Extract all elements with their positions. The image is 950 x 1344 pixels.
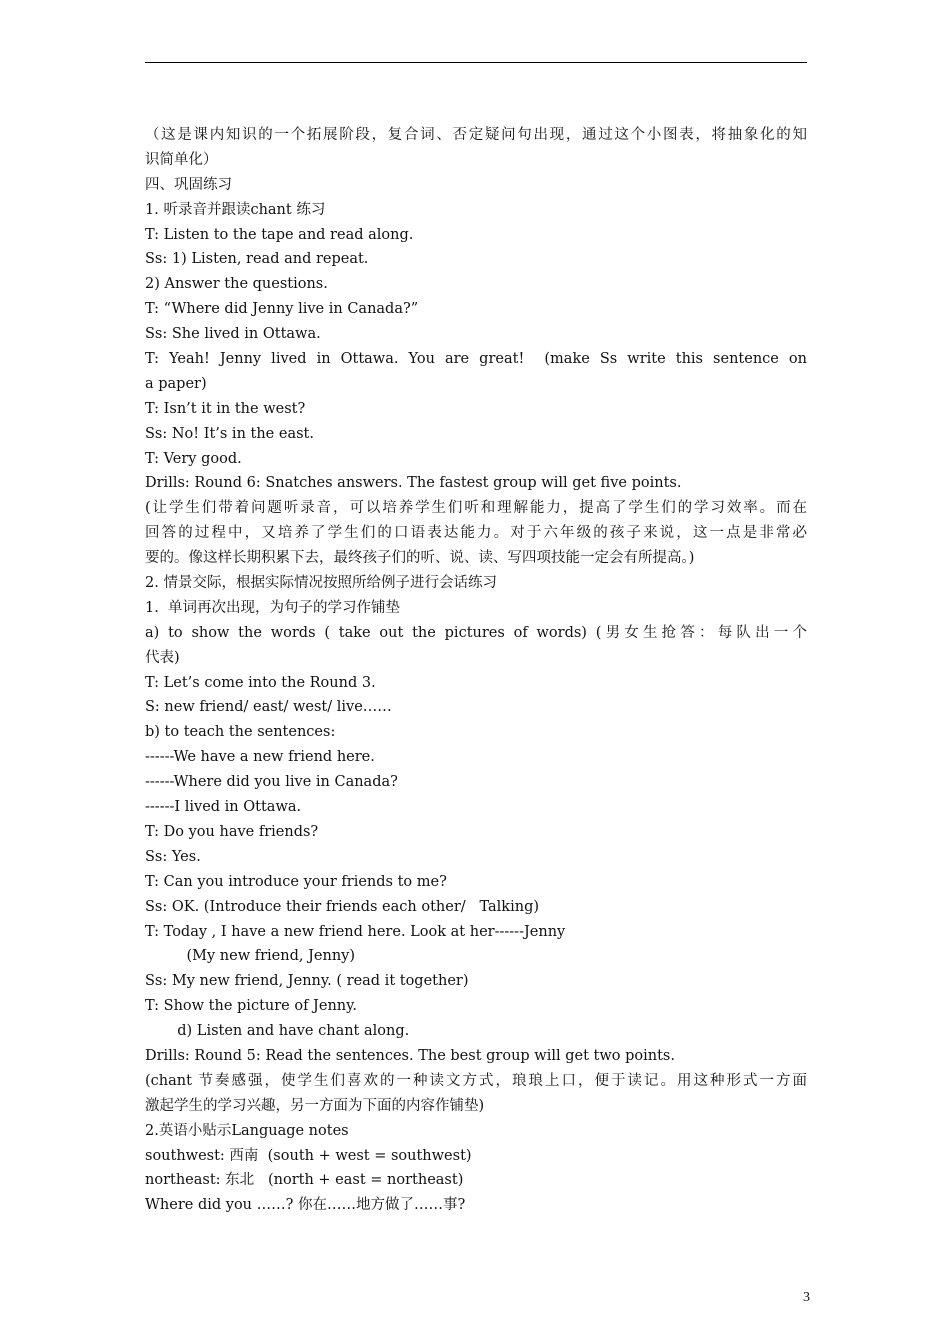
text-line: Ss: OK. (Introduce their friends each other/ Talking) <box>145 898 540 915</box>
text-line: 2. 情景交际，根据实际情况按照所给例子进行会话练习 <box>145 575 497 592</box>
text-line: ------We have a new friend here. <box>145 749 375 766</box>
text-line: southwest: 西南 (south + west = southwest) <box>145 1147 472 1164</box>
text-line: (chant 节奏感强，使学生们喜欢的一种读文方式，琅琅上口，便于读记。用这种形式一方面 <box>145 1072 807 1089</box>
text-line: d) Listen and have chant along. <box>145 1023 410 1040</box>
text-line: Ss: 1) Listen, read and repeat. <box>145 251 369 268</box>
text-line: 1. 听录音并跟读chant 练习 <box>145 201 326 218</box>
text-line: Ss: My new friend, Jenny. ( read it together) <box>145 973 469 990</box>
text-line: Drills: Round 5: Read the sentences. The best group will get two points. <box>145 1047 675 1064</box>
text-line: Ss: She lived in Ottawa. <box>145 326 321 343</box>
header-rule <box>145 62 807 63</box>
text-line: （这是课内知识的一个拓展阶段，复合词、否定疑问句出现，通过这个小图表，将抽象化的知 <box>145 127 807 143</box>
text-line: T: Listen to the tape and read along. <box>145 226 414 243</box>
text-line: T: Show the picture of Jenny. <box>145 998 358 1015</box>
text-line: 识简单化） <box>145 151 218 168</box>
text-line: a) to show the words ( take out the pictures of words) (男女生抢答：每队出一个 <box>145 624 807 641</box>
text-line: T: Isn’t it in the west? <box>145 400 306 417</box>
text-line: T: Can you introduce your friends to me? <box>145 873 447 890</box>
text-line: 1. 单词再次出现，为句子的学习作铺垫 <box>145 599 401 616</box>
text-line: T: Let’s come into the Round 3. <box>145 674 376 691</box>
text-line: T: Yeah! Jenny lived in Ottawa. You are great! (make Ss write this sentence on <box>145 351 807 368</box>
text-line: b) to teach the sentences: <box>145 724 336 741</box>
section-heading: 四、巩固练习 <box>145 176 232 193</box>
page-number: 3 <box>803 1290 810 1305</box>
text-line: a paper) <box>145 375 207 392</box>
text-line: 要的。像这样长期积累下去，最终孩子们的听、说、读、写四项技能一定会有所提高。) <box>145 550 695 567</box>
text-line: (让学生们带着问题听录音，可以培养学生们听和理解能力，提高了学生们的学习效率。而在 <box>145 500 807 517</box>
text-line: Where did you ……? 你在……地方做了……事? <box>145 1197 466 1214</box>
text-line: ------Where did you live in Canada? <box>145 774 398 791</box>
text-line: T: “Where did Jenny live in Canada?” <box>145 301 419 318</box>
text-line: 代表) <box>145 649 180 666</box>
text-line: Ss: Yes. <box>145 848 201 865</box>
text-line: northeast: 东北 (north + east = northeast) <box>145 1172 464 1189</box>
text-line: 激起学生的学习兴趣，另一方面为下面的内容作铺垫) <box>145 1097 485 1114</box>
text-line: T: Very good. <box>145 450 242 467</box>
text-line: T: Today , I have a new friend here. Look at her------Jenny <box>145 923 566 940</box>
text-line: Drills: Round 6: Snatches answers. The fastest group will get five points. <box>145 475 682 492</box>
document-body <box>145 123 807 1218</box>
text-line: S: new friend/ east/ west/ live…… <box>145 699 392 716</box>
text-line: 2) Answer the questions. <box>145 276 328 293</box>
text-line: 2.英语小贴示Language notes <box>145 1122 349 1139</box>
text-line: ------I lived in Ottawa. <box>145 799 302 816</box>
text-line: 回答的过程中，又培养了学生们的口语表达能力。对于六年级的孩子来说，这一点是非常必 <box>145 525 807 542</box>
text-line: T: Do you have friends? <box>145 823 319 840</box>
text-line: (My new friend, Jenny) <box>145 948 356 965</box>
text-line: Ss: No! It’s in the east. <box>145 425 314 442</box>
